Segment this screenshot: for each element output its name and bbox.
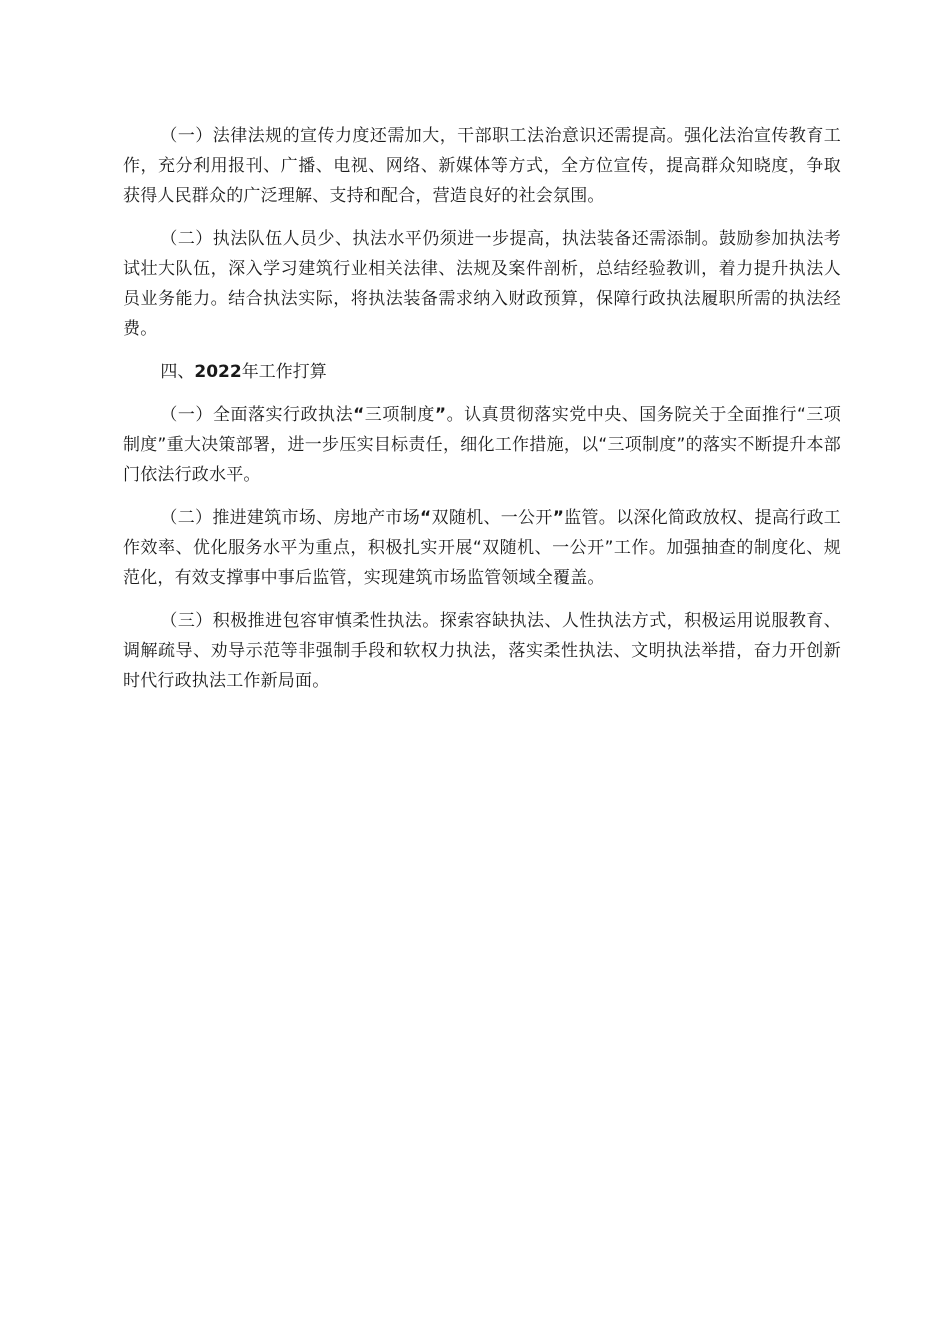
document-body	[123, 121, 841, 709]
quote-mark-open: “	[420, 508, 432, 528]
quote-mark-close: ”	[434, 405, 447, 425]
section-heading-suffix: 年工作打算	[241, 362, 327, 382]
section-heading-year: 2022	[194, 362, 242, 382]
item-double-random	[123, 503, 841, 593]
quote-mark-close: ”	[552, 508, 565, 528]
item-lead: （二）推进建筑市场、房地产市场	[160, 508, 421, 528]
item-quoted-term: 三项制度	[364, 405, 435, 425]
item-lead: （一）全面落实行政执法	[160, 405, 354, 425]
paragraph-law-publicity: （一）法律法规的宣传力度还需加大，干部职工法治意识还需提高。强化法治宣传教育工作，充分利用报刊、广播、电视、网络、新媒体等方式，全方位宣传，提高群众知晓度，争取获得人民群众的广泛理解、支持和配合，营造良好的社会氛围。	[123, 126, 841, 206]
item-quoted-term: 双随机、一公开	[431, 508, 553, 528]
section-heading-prefix: 四、	[160, 362, 195, 382]
item-flexible-enforcement: （三）积极推进包容审慎柔性执法。探索容缺执法、人性执法方式，积极运用说服教育、调解疏导、劝导示范等非强制手段和软权力执法，落实柔性执法、文明执法举措，奋力开创新时代行政执法工作新局面。	[123, 611, 841, 691]
item-body: 监管。以深化简政放权、提高行政工作效率、优化服务水平为重点，积极扎实开展“双随机、一公开”工作。加强抽查的制度化、规范化，有效支撑事中事后监管，实现建筑市场监管领域全覆盖。	[123, 508, 842, 588]
section-heading	[123, 357, 841, 387]
quote-mark-open: “	[353, 405, 365, 425]
item-three-systems	[123, 400, 841, 490]
item-body: 。认真贯彻落实党中央、国务院关于全面推行“三项制度”重大决策部署，进一步压实目标责任，细化工作措施，以“三项制度”的落实不断提升本部门依法行政水平。	[123, 405, 842, 485]
paragraph-enforcement-team: （二）执法队伍人员少、执法水平仍须进一步提高，执法装备还需添制。鼓励参加执法考试壮大队伍，深入学习建筑行业相关法律、法规及案件剖析，总结经验教训，着力提升执法人员业务能力。结合执法实际，将执法装备需求纳入财政预算，保障行政执法履职所需的执法经费。	[123, 229, 841, 339]
